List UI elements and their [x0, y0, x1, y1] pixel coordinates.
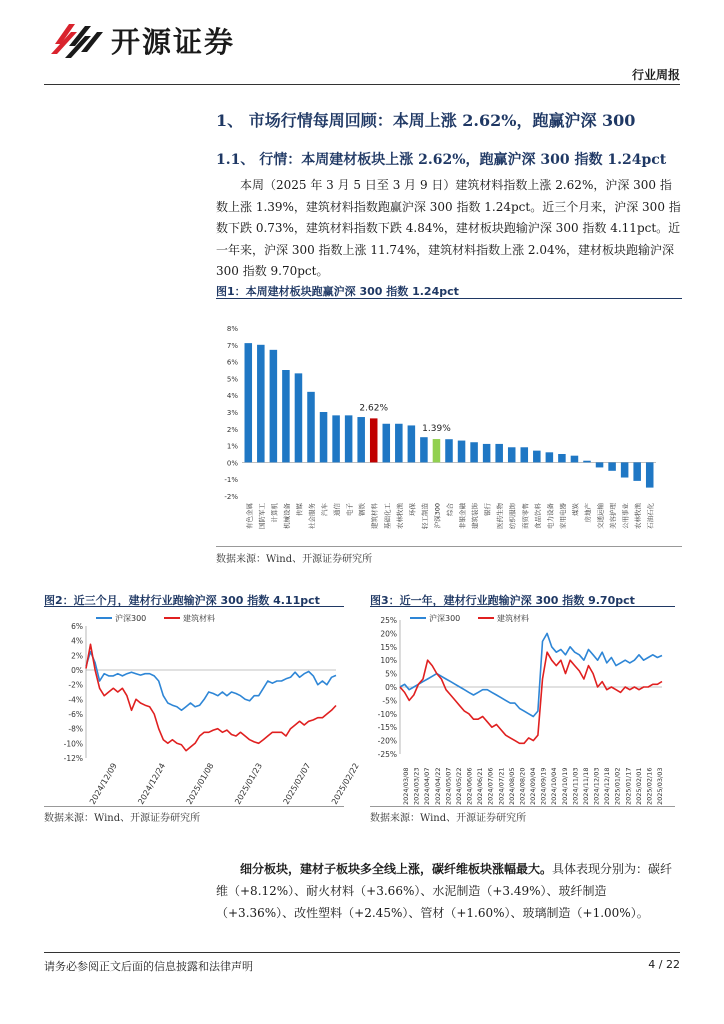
bar-石油石化: [646, 462, 654, 487]
y-tick-label: -25%: [377, 750, 397, 759]
y-tick-label: 5%: [226, 375, 238, 384]
x-tick-label: 石油石化: [646, 503, 655, 529]
x-tick-label: 2024/08/20: [518, 767, 527, 805]
x-tick-label: 有色金属: [245, 503, 254, 529]
bar-建筑材料: [370, 418, 378, 462]
bar-食品饮料: [533, 451, 541, 463]
y-tick-label: -6%: [68, 710, 83, 719]
x-tick-label: 建筑材料: [370, 503, 379, 529]
y-tick-label: -10%: [377, 709, 397, 719]
fig3-bottom-rule: [370, 806, 675, 807]
x-tick-label: 2024/05/07: [444, 767, 453, 805]
bar-交通运输: [596, 462, 604, 467]
y-tick-label: 2%: [226, 425, 238, 434]
header-divider: [44, 84, 680, 85]
x-tick-label: 2024/11/03: [571, 767, 580, 805]
x-tick-label: 传媒: [295, 503, 304, 516]
x-tick-label: 汽车: [320, 503, 329, 516]
logo-mark-icon: [47, 16, 107, 64]
bar-汽车: [320, 412, 328, 462]
y-tick-label: -4%: [68, 695, 83, 705]
y-tick-label: 0%: [385, 683, 397, 692]
y-tick-label: 4%: [226, 392, 238, 401]
x-tick-label: 2024/03/23: [412, 767, 421, 805]
y-tick-label: 0%: [226, 459, 238, 468]
market-summary-paragraph: 本周（2025 年 3 月 5 日至 3 月 9 日）建筑材料指数上涨 2.62%，沪深 300 指数上涨 1.39%，建筑材料指数跑赢沪深 300 指数 1.24pct。近三个月来，沪深 300 指数下跌 0.73%，建筑材料指数下跌 4.84%，建材板块跑输沪深 300 指数 4.11pct。近一年来，沪深 300 指数上涨 11.74%，建筑材料指数上涨 2.04%，建材板块跑输沪深 300 指数 9.70pct。: [216, 178, 681, 278]
x-tick-label: 2024/11/18: [581, 767, 590, 805]
sub-sector-paragraph: [216, 858, 682, 924]
y-tick-label: 3%: [226, 409, 238, 417]
x-tick-label: 轻工制造: [420, 503, 429, 529]
bar-社会服务: [307, 392, 315, 463]
y-tick-label: 15%: [380, 642, 397, 652]
x-tick-label: 基础化工: [383, 503, 392, 529]
series-line-建筑材料: [400, 652, 662, 743]
x-tick-label: 电力设备: [546, 503, 555, 529]
x-tick-label: 非银金融: [458, 503, 467, 529]
y-tick-label: 10%: [380, 656, 397, 666]
x-tick-label: 2024/09/04: [529, 767, 537, 805]
x-tick-label: 2025/01/17: [624, 767, 633, 805]
bar-有色金属: [245, 343, 253, 462]
bar-农林牧渔: [395, 424, 403, 463]
legend-label: 沪深300: [115, 614, 147, 623]
bar-商贸零售: [521, 447, 529, 462]
x-tick-label: 2024/04/22: [433, 767, 442, 805]
fig2-line-chart: [44, 608, 361, 808]
report-type-tag: 行业周报: [631, 68, 680, 82]
x-tick-label: 2024/12/03: [592, 767, 601, 805]
y-tick-label: 20%: [380, 629, 397, 639]
x-tick-label: 2025/03/03: [656, 767, 664, 805]
bar-国防军工: [257, 345, 265, 463]
fig2-source: 数据来源：Wind、开源证券研究所: [44, 813, 201, 824]
x-tick-label: 2024/04/07: [423, 767, 432, 805]
x-tick-label: 2024/05/22: [454, 767, 463, 805]
series-line-建筑材料: [86, 644, 336, 750]
company-logo: [47, 14, 235, 66]
subsection-heading: 1.1、 行情：本周建材板块上涨 2.62%，跑赢沪深 300 指数 1.24pct: [216, 152, 667, 168]
y-tick-label: -1%: [224, 476, 238, 485]
bar-家用电器: [558, 454, 566, 462]
fig1-bar-chart: [216, 301, 682, 546]
legend-label: 建筑材料: [497, 614, 529, 623]
fig1-title-rule: [216, 298, 682, 299]
fig3-title-rule: [370, 606, 675, 607]
fig1-title: 图1：本周建材板块跑赢沪深 300 指数 1.24pct: [216, 285, 459, 298]
x-tick-label: 2024/12/09: [87, 761, 119, 806]
y-tick-label: -5%: [382, 696, 397, 706]
bar-电力设备: [546, 452, 554, 462]
bar-通信: [332, 415, 340, 462]
x-tick-label: 食品饮料: [533, 503, 542, 529]
x-tick-label: 煤炭: [571, 503, 580, 516]
y-tick-label: -20%: [377, 736, 397, 746]
x-tick-label: 2024/10/19: [560, 767, 569, 805]
y-tick-label: 8%: [226, 325, 238, 333]
bar-基础化工: [383, 424, 391, 463]
y-tick-label: 5%: [385, 669, 397, 679]
bar-非银金融: [458, 441, 466, 463]
bar-银行: [483, 444, 491, 462]
bar-房地产: [583, 461, 591, 463]
y-tick-label: -8%: [68, 724, 83, 734]
y-tick-label: 4%: [71, 636, 83, 646]
x-tick-label: 机械设备: [282, 503, 291, 529]
x-tick-label: 纺织服饰: [508, 503, 517, 529]
x-tick-label: 2024/07/06: [486, 767, 495, 805]
footer-divider: [44, 952, 680, 953]
bar-农林牧渔: [633, 462, 641, 480]
bar-钢铁: [357, 417, 365, 462]
bar-煤炭: [571, 456, 579, 463]
x-tick-label: 2024/06/06: [465, 767, 474, 805]
series-line-沪深300: [400, 633, 662, 716]
x-tick-label: 银行: [483, 503, 492, 516]
y-tick-label: 2%: [71, 651, 83, 661]
legend-label: 沪深300: [429, 614, 461, 623]
y-tick-label: 25%: [380, 616, 397, 625]
x-tick-label: 商贸零售: [521, 503, 530, 529]
y-tick-label: 7%: [226, 341, 238, 350]
logo-text: 开源证券: [111, 24, 236, 59]
fig3-title: 图3：近一年，建材行业跑输沪深 300 指数 9.70pct: [370, 594, 635, 607]
legend-label: 建筑材料: [183, 614, 215, 623]
y-tick-label: -2%: [224, 493, 238, 501]
bar-环保: [408, 425, 416, 462]
x-tick-label: 社会服务: [308, 503, 316, 529]
bar-轻工制造: [420, 437, 428, 462]
fig3-source: 数据来源：Wind、开源证券研究所: [370, 813, 527, 824]
x-tick-label: 2025/02/07: [281, 761, 313, 806]
section-heading: 1、 市场行情每周回顾：本周上涨 2.62%，跑赢沪深 300: [216, 111, 636, 130]
bar-电子: [345, 415, 353, 462]
fig1-bottom-rule: [216, 546, 682, 547]
y-tick-label: -10%: [63, 739, 83, 749]
x-tick-label: 通信: [333, 503, 342, 516]
x-tick-label: 2025/02/16: [645, 767, 654, 805]
fig3-line-chart: [370, 608, 675, 808]
bar-建筑装饰: [470, 442, 478, 462]
x-tick-label: 2025/01/23: [233, 761, 264, 806]
x-tick-label: 电子: [345, 503, 354, 516]
x-tick-label: 交通运输: [596, 503, 605, 529]
sub-sector-details: 具体表现分别为：碳纤维（+8.12%）、耐火材料（+3.66%）、水泥制造（+3.49%）、玻纤制造（+3.36%）、改性塑料（+2.45%）、管材（+1.60%）、玻璃制造（+1.00%）。: [216, 862, 673, 920]
footer-disclaimer: 请务必参阅正文后面的信息披露和法律声明: [44, 960, 253, 973]
x-tick-label: 农林牧渔: [395, 503, 404, 529]
y-tick-label: -2%: [68, 680, 83, 690]
x-tick-label: 2024/12/24: [136, 761, 168, 806]
x-tick-label: 2024/09/19: [539, 767, 548, 805]
bar-传媒: [295, 373, 303, 462]
x-tick-label: 钢铁: [358, 503, 367, 516]
x-tick-label: 农林牧渔: [634, 503, 643, 529]
bar-公用事业: [621, 462, 629, 477]
bar-纺织服饰: [508, 447, 516, 462]
bar-机械设备: [282, 370, 290, 462]
x-tick-label: 2024/10/04: [550, 767, 559, 805]
y-tick-label: -15%: [377, 723, 397, 733]
fig2-bottom-rule: [44, 806, 344, 807]
x-tick-label: 家用电器: [558, 503, 567, 529]
x-tick-label: 沪深300: [433, 503, 442, 529]
x-tick-label: 2024/03/08: [402, 767, 410, 805]
fig1-source: 数据来源：Wind、开源证券研究所: [216, 554, 373, 565]
y-tick-label: -12%: [63, 754, 83, 763]
x-tick-label: 公用事业: [621, 503, 630, 529]
bar-医药生物: [495, 444, 503, 462]
x-tick-label: 环保: [408, 503, 417, 516]
x-tick-label: 2025/02/22: [329, 761, 361, 806]
x-tick-label: 2024/12/18: [603, 767, 612, 805]
y-tick-label: 6%: [71, 622, 83, 631]
x-tick-label: 美容护理: [609, 503, 618, 529]
x-tick-label: 2024/07/21: [497, 767, 506, 805]
y-tick-label: 1%: [226, 442, 238, 451]
bar-沪深300: [433, 439, 441, 462]
fig2-title: 图2：近三个月，建材行业跑输沪深 300 指数 4.11pct: [44, 594, 320, 607]
x-tick-label: 计算机: [270, 503, 279, 523]
x-tick-label: 综合: [446, 503, 454, 516]
x-tick-label: 医药生物: [496, 503, 505, 529]
y-tick-label: 6%: [226, 358, 238, 367]
fig2-title-rule: [44, 606, 344, 607]
x-tick-label: 2025/02/01: [634, 767, 643, 805]
bar-综合: [445, 439, 453, 462]
data-label-building-materials: 2.62%: [359, 403, 389, 414]
x-tick-label: 房地产: [584, 503, 592, 523]
series-line-沪深300: [86, 652, 336, 711]
sub-sector-lead: 细分板块，建材子板块多全线上涨，碳纤维板块涨幅最大。: [240, 862, 553, 876]
data-label-csi300: 1.39%: [422, 424, 451, 435]
x-tick-label: 2025/01/02: [613, 767, 622, 805]
x-tick-label: 国防军工: [257, 503, 266, 529]
bar-计算机: [270, 350, 278, 463]
x-tick-label: 2024/08/05: [507, 767, 516, 805]
x-tick-label: 建筑装饰: [471, 503, 480, 529]
x-tick-label: 2025/01/08: [184, 761, 216, 806]
y-tick-label: 0%: [71, 666, 83, 675]
page-number: 4 / 22: [648, 958, 680, 971]
x-tick-label: 2024/06/21: [476, 767, 485, 805]
bar-美容护理: [608, 462, 616, 470]
